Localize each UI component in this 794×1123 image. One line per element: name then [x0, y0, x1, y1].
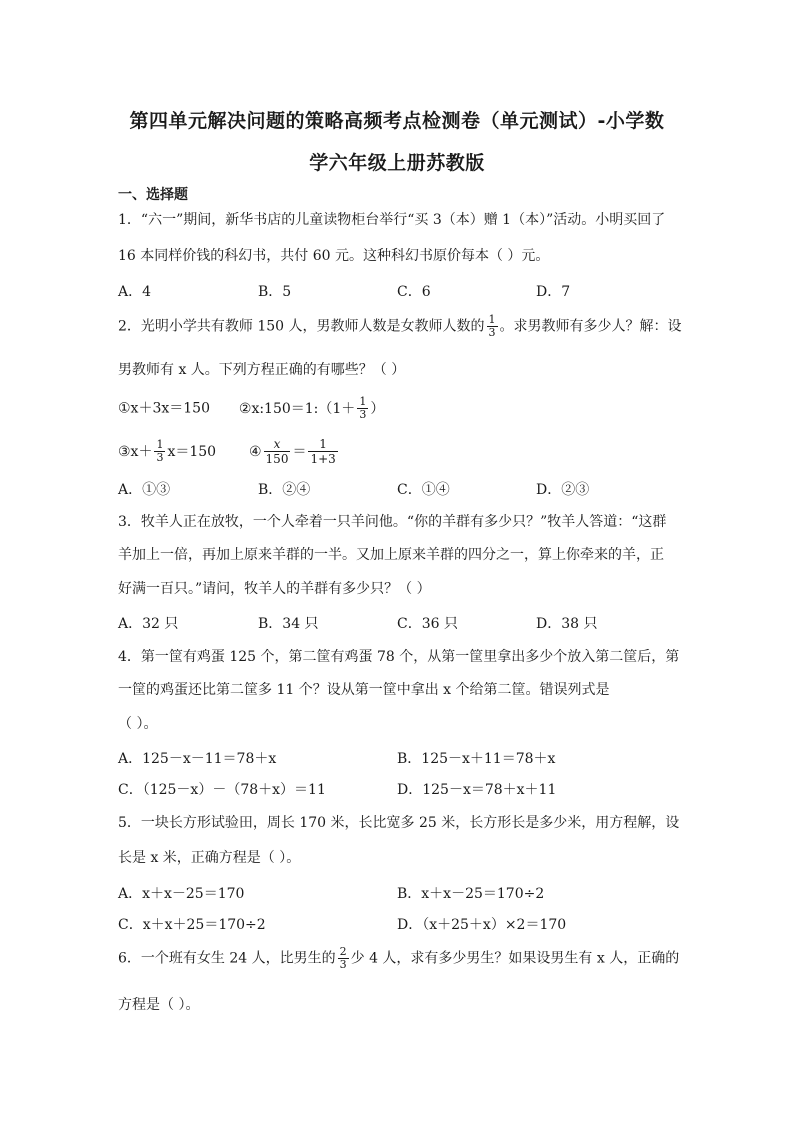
q1-option-c[interactable]: C．6 [397, 284, 431, 300]
q3-option-a[interactable]: A．32 只 [118, 616, 179, 632]
q1-text-line2: 16 本同样价钱的科幻书，共付 60 元。这种科幻书原价每本（ ）元。 [118, 248, 550, 264]
q2-text-line1-post: 。求男教师有多少人？解：设 [499, 318, 682, 335]
q1-option-b[interactable]: B．5 [258, 284, 292, 300]
q3-text-line1: 3．牧羊人正在放牧，一个人牵着一只羊问他。“你的羊群有多少只？”牧羊人答道：“这群 [118, 514, 667, 530]
q2-equation-3-post: x＝150 [167, 443, 217, 460]
q2-equation-4-equals: ＝ [292, 443, 307, 460]
exam-title-line2: 学六年级上册苏教版 [309, 152, 485, 174]
q5-option-a[interactable]: A．x＋x－25＝170 [118, 886, 245, 902]
q6-text-line1 [118, 946, 679, 971]
q2-equation-4-fraction-left [264, 437, 291, 466]
q2-equations-row2 [118, 437, 340, 466]
q1-text-line1: 1．“六一”期间，新华书店的儿童读物柜台举行“买 3（本）赠 1（本）”活动。小明买回了 [118, 212, 666, 228]
q2-option-a[interactable]: A．①③ [118, 482, 171, 498]
q2-equations-row1 [118, 396, 384, 421]
q2-option-d[interactable]: D．②③ [536, 482, 590, 498]
q5-option-c[interactable]: C．x＋x＋25＝170÷2 [118, 917, 266, 933]
q2-option-c[interactable]: C．①④ [397, 482, 450, 498]
q3-text-line2: 羊加上一倍，再加上原来羊群的一半。又加上原来羊群的四分之一，算上你牵来的羊，正 [118, 547, 664, 563]
q2-option-b[interactable]: B．②④ [258, 482, 311, 498]
q6-text-line2: 方程是（ ）。 [118, 997, 200, 1013]
q2-equation-2-fraction [357, 396, 368, 421]
q4-option-c[interactable]: C．（125－x）－（78＋x）＝11 [118, 782, 326, 798]
q2-equation-2-denominator: 3 [359, 408, 367, 421]
q2-fraction [487, 314, 498, 339]
q2-equation-3-fraction [154, 439, 165, 464]
q2-equation-1: ①x＋3x＝150 [118, 400, 210, 417]
q2-equation-3 [118, 438, 217, 464]
q6-fraction-numerator: 2 [339, 945, 347, 958]
q2-equation-3-denominator: 3 [156, 451, 164, 464]
q2-equation-3-pre: ③x＋ [118, 443, 153, 460]
q3-option-d[interactable]: D．38 只 [536, 616, 598, 632]
q2-equation-4-right-denominator: 1+3 [310, 452, 336, 466]
q2-equation-4 [248, 437, 340, 466]
q6-fraction [338, 946, 349, 971]
q2-text-line2: 男教师有 x 人。下列方程正确的有哪些？（ ） [118, 362, 406, 378]
q5-text-line1: 5．一块长方形试验田，周长 170 米，长比宽多 25 米，长方形长是多少米，用方程解，设 [118, 815, 680, 831]
q4-text-line3: （ ）。 [118, 716, 158, 732]
q6-text-line1-post: 少 4 人，求有多少男生？如果设男生有 x 人，正确的 [350, 950, 680, 967]
q4-text-line2: 一筐的鸡蛋还比第二筐多 11 个？设从第一筐中拿出 x 个给第二筐。错误列式是 [118, 682, 610, 698]
q2-text-line1-pre: 2．光明小学共有教师 150 人，男教师人数是女教师人数的 [118, 318, 485, 335]
q4-option-a[interactable]: A．125－x－11＝78＋x [118, 751, 277, 767]
q1-option-d[interactable]: D．7 [536, 284, 571, 300]
q3-option-c[interactable]: C．36 只 [397, 616, 458, 632]
q3-text-line3: 好满一百只。”请问，牧羊人的羊群有多少只？（ ） [118, 581, 431, 597]
q2-fraction-denominator: 3 [488, 326, 496, 339]
q6-fraction-denominator: 3 [339, 958, 347, 971]
q2-equation-3-numerator: 1 [156, 438, 164, 451]
q2-equation-4-left-denominator: 150 [265, 452, 289, 466]
q2-equation-2-pre: ②x:150＝1:（1＋ [238, 400, 356, 417]
exam-title-line1: 第四单元解决问题的策略高频考点检测卷（单元测试）-小学数 [129, 110, 665, 132]
q2-equation-4-pre: ④ [248, 443, 262, 460]
q2-fraction-numerator: 1 [488, 313, 496, 326]
q2-text-line1 [118, 314, 682, 339]
q1-option-a[interactable]: A．4 [118, 284, 152, 300]
q2-equation-2-post: ） [370, 400, 385, 417]
q4-option-b[interactable]: B．125－x＋11＝78＋x [397, 751, 556, 767]
q2-equation-2 [238, 395, 385, 421]
q5-option-b[interactable]: B．x＋x－25＝170÷2 [397, 886, 545, 902]
q2-equation-4-right-numerator: 1 [308, 437, 337, 452]
q2-equation-4-fraction-right [308, 437, 337, 466]
q2-equation-4-left-numerator: x [264, 437, 291, 452]
section-heading: 一、选择题 [118, 187, 188, 203]
q6-text-line1-pre: 6．一个班有女生 24 人，比男生的 [118, 950, 336, 967]
q3-option-b[interactable]: B．34 只 [258, 616, 319, 632]
q5-text-line2: 长是 x 米，正确方程是（ ）。 [118, 850, 301, 866]
q5-option-d[interactable]: D．（x＋25＋x）×2＝170 [397, 917, 567, 933]
q2-equation-2-numerator: 1 [359, 395, 367, 408]
q4-option-d[interactable]: D．125－x＝78＋x＋11 [397, 782, 557, 798]
q4-text-line1: 4．第一筐有鸡蛋 125 个，第二筐有鸡蛋 78 个，从第一筐里拿出多少个放入第二筐后，第 [118, 649, 680, 665]
